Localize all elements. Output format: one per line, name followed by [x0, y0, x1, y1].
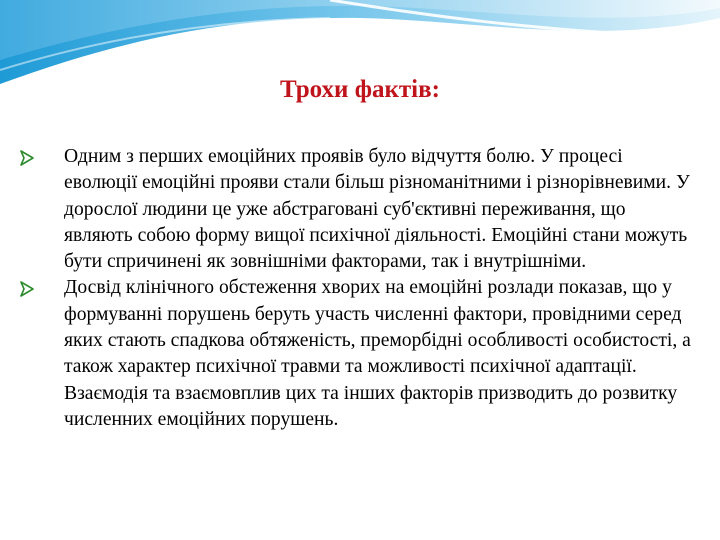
bullet-item-1 — [20, 144, 696, 275]
bullet-text-1 — [64, 144, 696, 275]
bullet-text-2 — [64, 275, 696, 433]
bullet-list — [20, 144, 696, 433]
arrow-bullet-icon — [20, 150, 34, 166]
bullet-text-1-lead: Одним з перших емоційних проявів було відчуття болю. У — [64, 146, 554, 167]
slide-title: Трохи фактів: — [280, 76, 440, 103]
arrow-bullet-icon — [20, 281, 34, 297]
bullet-text-1-rest: процесі еволюції емоційні прояви стали більш різноманітними і різнорівневими. У дорослої людини це уже абстраговані суб'єктивні переживання, що являють собою форму вищої психічної діяльності. Емоційні стани можуть бути спричинені як зовнішніми факторами, так і внутрішніми. — [64, 146, 690, 273]
bullet-item-2 — [20, 275, 696, 433]
bullet-text-2-rest: показав, що у формуванні порушень беруть участь численні фактори, провідними серед яких стають спадкова обтяженість, преморбідні особливості особистості, а також характер психічної травми та можливості психічної адаптації. Взаємодія та взаємовплив цих та інших факторів призводить до розвитку численних емоційних порушень. — [64, 277, 691, 430]
bullet-text-2-lead: Досвід клінічного обстеження хворих на емоційні розлади — [64, 277, 554, 299]
